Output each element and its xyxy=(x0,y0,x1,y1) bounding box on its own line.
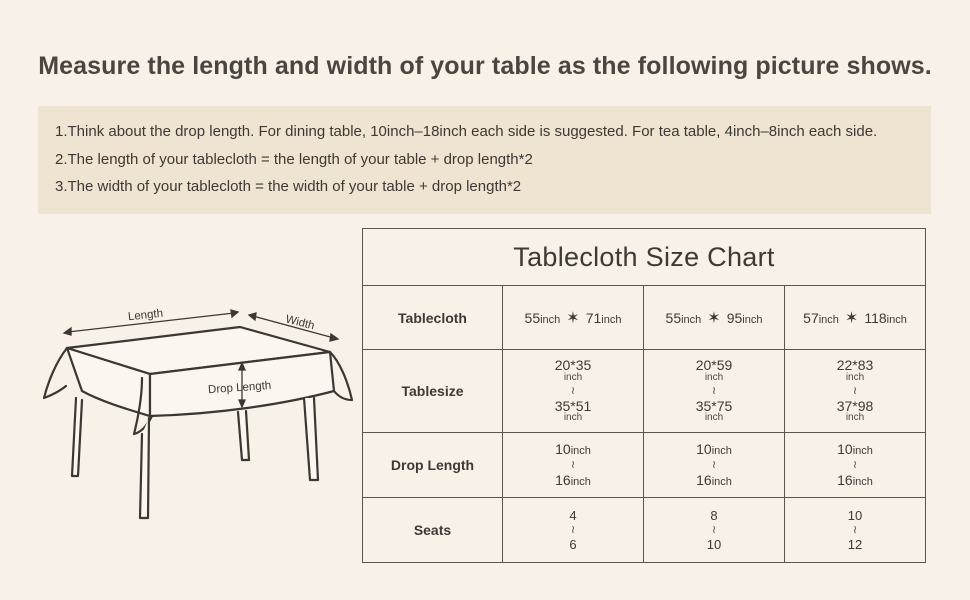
row-header-tablesize: Tablesize xyxy=(363,350,503,433)
page-headline: Measure the length and width of your table as the following picture shows. xyxy=(38,52,932,80)
table-row xyxy=(363,433,926,498)
tablesize-cell: 20*35 inch ≀ 35*51 inch xyxy=(503,350,644,433)
instruction-line-1: 1.Think about the drop length. For dining table, 10inch–18inch each side is suggested. For tea table, 4inch–8inch each side. xyxy=(55,123,878,140)
drop-length-cell: 10inch ≀ 16inch xyxy=(785,433,926,498)
length-label: Length xyxy=(127,307,164,324)
row-header-tablecloth: Tablecloth xyxy=(363,286,503,350)
tablecloth-size-cell: 55inch ✶ 95inch xyxy=(644,286,785,350)
star-icon: ✶ xyxy=(566,309,580,327)
width-label: Width xyxy=(284,313,316,333)
tablesize-cell: 20*59 inch ≀ 35*75 inch xyxy=(644,350,785,433)
star-icon: ✶ xyxy=(707,309,721,327)
seats-cell: 4 ≀ 6 xyxy=(503,498,644,563)
tablecloth-size-cell: 55inch ✶ 71inch xyxy=(503,286,644,350)
drop-length-label: Drop Length xyxy=(207,379,272,397)
instructions-panel xyxy=(38,106,931,214)
table-row xyxy=(363,350,926,433)
seats-cell: 10 ≀ 12 xyxy=(785,498,926,563)
instruction-line-2: 2.The length of your tablecloth = the length of your table + drop length*2 xyxy=(55,151,533,168)
tablecloth-size-cell: 57inch ✶ 118inch xyxy=(785,286,926,350)
table-row xyxy=(363,498,926,563)
chart-title: Tablecloth Size Chart xyxy=(363,229,926,286)
drop-length-cell: 10inch ≀ 16inch xyxy=(644,433,785,498)
star-icon: ✶ xyxy=(844,309,859,327)
seats-cell: 8 ≀ 10 xyxy=(644,498,785,563)
instruction-line-3: 3.The width of your tablecloth = the width of your table + drop length*2 xyxy=(55,178,522,195)
tablesize-cell: 22*83 inch ≀ 37*98 inch xyxy=(785,350,926,433)
table-measurement-illustration xyxy=(30,290,360,530)
size-chart-table xyxy=(362,228,926,563)
drop-length-cell: 10inch ≀ 16inch xyxy=(503,433,644,498)
table-row xyxy=(363,286,926,350)
row-header-drop-length: Drop Length xyxy=(363,433,503,498)
row-header-seats: Seats xyxy=(363,498,503,563)
